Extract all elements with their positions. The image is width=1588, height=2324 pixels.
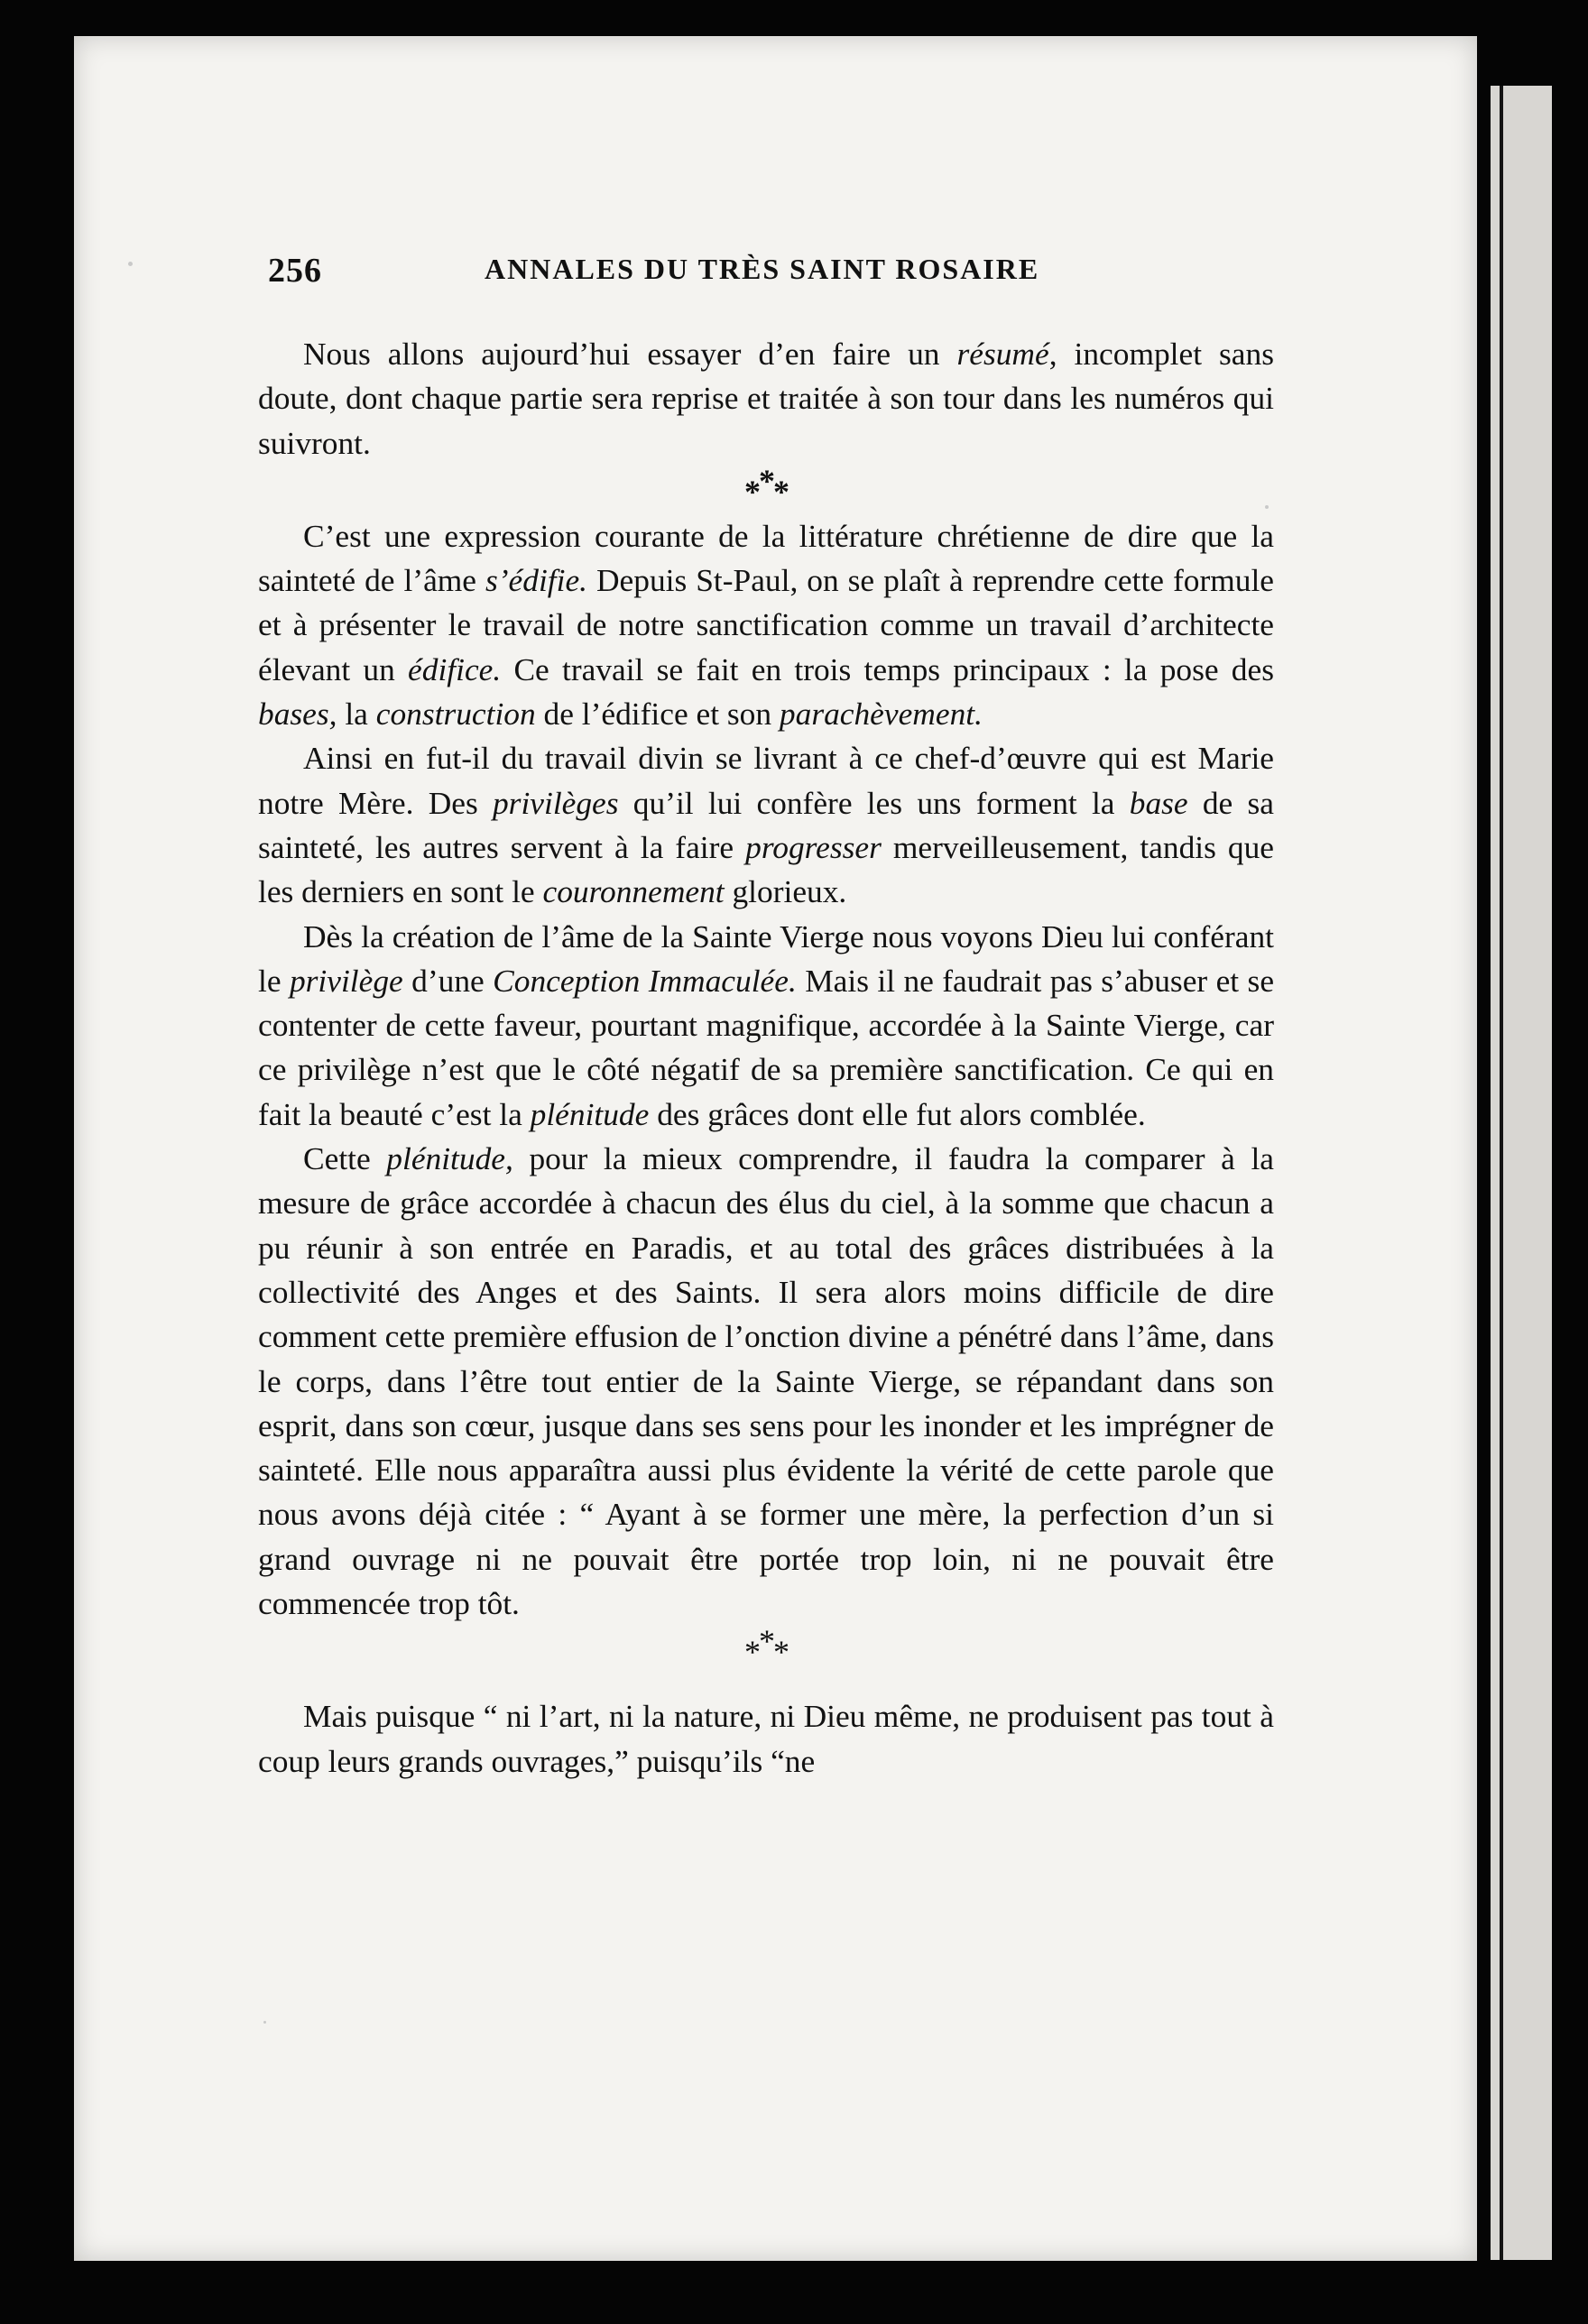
text-run: Cette (303, 1140, 387, 1177)
text-run: Dès la création de l’âme de la Sainte Vierge nous voyons Dieu lui conférant le (258, 918, 1274, 999)
text-run: C’est une expression courante de la littérature chrétienne de dire que la sainteté de l’âme (258, 517, 1274, 599)
text-run: , incomplet sans doute, dont chaque partie sera reprise et traitée à son tour dans les numéros qui suivront. (258, 336, 1274, 461)
italic-run: édifice. (408, 650, 502, 687)
text-run: Mais puisque “ ni l’art, ni la nature, ni Dieu même, ne produisent pas tout à coup leurs grands ouvrages,” puisqu’ils “ne (258, 1698, 1274, 1779)
text-run: Nous allons aujourd’hui essayer d’en faire un (303, 336, 957, 372)
page-number: 256 (268, 252, 322, 290)
paper-speck (128, 262, 133, 266)
ornament-star-right: * (773, 473, 788, 510)
paper-speck (263, 2021, 266, 2024)
paragraph-3 (258, 736, 1274, 914)
paragraph-1 (258, 332, 1274, 466)
italic-run: plénitude, (386, 1140, 513, 1177)
text-run: Mais il ne faudrait pas s’abuser et se contenter de cette faveur, pourtant magnifique, accordée à la Sainte Vierge, car ce privilège n’est que le côté négatif de sa première sanctification. Ce qui en fait la beauté c’est la (258, 962, 1275, 1132)
text-run: Ainsi en fut-il du travail divin se livrant à ce chef-d’œuvre qui est Marie notre Mère. Des (258, 740, 1274, 821)
text-run: qu’il lui confère les uns forment la (618, 784, 1130, 821)
section-ornament (258, 462, 1274, 514)
section-ornament-2 (258, 1623, 1274, 1674)
italic-run: résumé (956, 336, 1049, 372)
text-run: d’une (402, 962, 494, 999)
text-run: la (337, 696, 376, 733)
running-title: ANNALES DU TRÈS SAINT ROSAIRE (485, 253, 1040, 285)
text-run: de sa sainteté, les autres servent à la faire (258, 784, 1274, 865)
text-run: Ce travail se fait en trois temps principaux : la pose des (501, 650, 1274, 687)
text-run: Depuis St-Paul, on se plaît à reprendre cette formule et à présenter le travail de notre sanctification comme un travail d’architecte élevant un (258, 562, 1274, 687)
paragraph-5 (258, 1137, 1274, 1626)
italic-run: parachèvement. (779, 696, 983, 733)
next-page-edge (1491, 86, 1552, 2260)
text-run: des grâces dont elle fut alors comblée. (649, 1095, 1146, 1132)
paragraph-4 (258, 915, 1274, 1137)
body-text (258, 332, 1274, 1784)
ornament-star-top: * (759, 462, 773, 499)
ornament-star-top: * (759, 1623, 773, 1660)
italic-run: bases, (258, 696, 337, 733)
paragraph-6 (258, 1694, 1274, 1784)
ornament-star-right: * (773, 1634, 788, 1671)
italic-run: privilège (289, 962, 403, 999)
text-run: de l’édifice et son (535, 696, 780, 733)
italic-run: construction (375, 696, 536, 733)
text-run: pour la mieux comprendre, il faudra la comparer à la mesure de grâce accordée à chacun des élus du ciel, à la somme que chacun a pu réunir à son entrée en Paradis, et au total des grâces distribuées à la collectivité des Anges et des Saints. Il sera alors moins difficile de dire comment cette première effusion de l’onction divine a pénétré dans l’âme, dans le corps, dans l’être tout entier de la Sainte Vierge, se répandant dans son esprit, dans son cœur, jusque dans ses sens pour les inonder et les imprégner de sainteté. Elle nous apparaîtra aussi plus évidente la vérité de cette parole que nous avons déjà citée : “ Ayant à se former une mère, la perfection d’un si grand ouvrage ni ne pouvait être portée trop loin, ni ne pouvait être commencée trop tôt. (258, 1140, 1274, 1622)
italic-run: plénitude (530, 1095, 650, 1132)
ornament-star-left: * (744, 1634, 759, 1671)
text-run: merveilleusement, tandis que les derniers en sont le (258, 828, 1274, 910)
italic-run: progresser (745, 828, 882, 865)
italic-run: privilèges (492, 784, 619, 821)
italic-run: couronnement (542, 873, 725, 910)
paragraph-2 (258, 514, 1274, 736)
italic-run: Conception Immaculée. (493, 962, 797, 999)
italic-run: s’édifie. (485, 562, 588, 599)
italic-run: base (1129, 784, 1188, 821)
running-head (268, 251, 1272, 298)
ornament-star-left: * (744, 473, 759, 510)
text-run: glorieux. (724, 873, 847, 910)
